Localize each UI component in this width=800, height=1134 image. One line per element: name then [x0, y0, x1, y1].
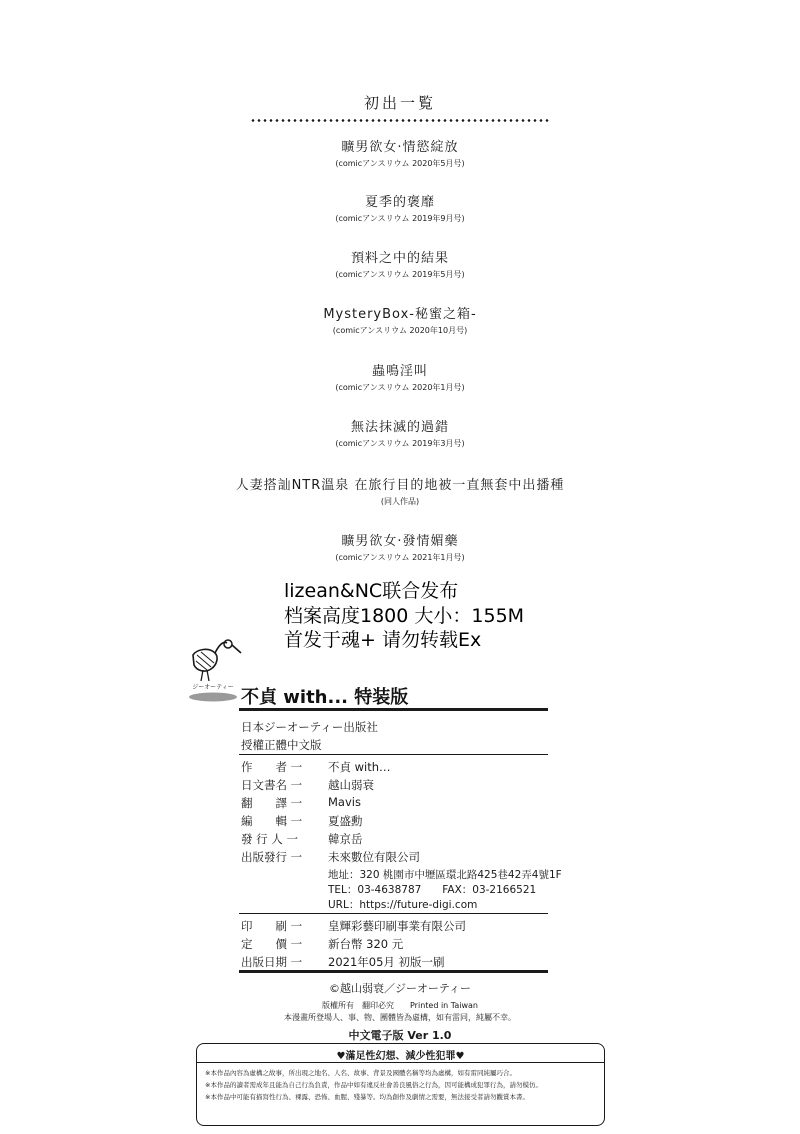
notice-divider: [197, 1062, 604, 1063]
work-source: (comicアンスリウム 2019年5月号): [335, 270, 465, 279]
credit-label: 作 者 一: [241, 760, 303, 774]
work-title: MysteryBox-秘蜜之箱-: [323, 307, 477, 322]
watermark-line: lizean&NC联合发布: [284, 580, 459, 602]
notice-line: ※本作品的讀者需成年且能為自己行為負責，作品中如有違反社會善良風俗之行為，因可能構成犯罪行為，請勿模仿。: [205, 1081, 542, 1089]
credit-label: 出版發行 一: [241, 850, 303, 864]
edition-label: 中文電子版 Ver 1.0: [348, 1029, 452, 1042]
work-entry: [0, 474, 800, 507]
credit-value: 未來數位有限公司: [328, 850, 420, 864]
work-entry: [0, 303, 800, 336]
work-source: (comicアンスリウム 2021年1月号): [335, 553, 465, 562]
work-title: 預料之中的結果: [350, 251, 449, 266]
credit-label: 日文書名 一: [241, 778, 303, 792]
work-entry: [0, 191, 800, 224]
work-entry: [0, 416, 800, 449]
disclaimer-line: 本漫畫所登場人、事、物、團體皆為虛構，如有雷同，純屬不幸。: [284, 1013, 516, 1022]
copyright-line: ©越山弱衰／ジーオーティー: [329, 982, 471, 995]
print-value: 新台幣 320 元: [328, 937, 404, 951]
publisher-name: 日本ジーオーティー出版社: [241, 720, 378, 734]
dotted-divider: [250, 119, 550, 122]
work-entry: [0, 136, 800, 169]
print-value: 皇輝彩藝印刷事業有限公司: [328, 919, 466, 933]
title-rule: [239, 708, 548, 711]
first-appearance-header: 初出一覧: [363, 94, 436, 112]
notice-line: ※本作品中可能有描寫性行為、裸露、恐怖、血腥、殘暴等。均為創作及劇情之需要，無法接受者請勿觀賞本書。: [205, 1093, 529, 1101]
credit-label: 編 輯 一: [241, 814, 303, 828]
work-title: 曠男欲女·情慾綻放: [341, 140, 459, 155]
work-title: 無法抹滅的過錯: [350, 420, 449, 435]
print-label: 印 刷 一: [241, 919, 303, 933]
work-source: (comicアンスリウム 2019年3月号): [335, 439, 465, 448]
work-entry: [0, 360, 800, 393]
work-source: (comicアンスリウム 2020年10月号): [332, 326, 468, 335]
work-title: 蟲鳴淫叫: [371, 364, 428, 379]
work-title: 人妻搭訕NTR溫泉 在旅行目的地被一直無套中出播種: [235, 478, 565, 493]
credit-label: 發 行 人 一: [241, 832, 298, 846]
divider: [239, 913, 548, 914]
work-source: (comicアンスリウム 2019年9月号): [335, 214, 465, 223]
credit-value: 韓京岳: [328, 832, 363, 846]
logo-text: ジーオーティー: [192, 684, 234, 691]
work-source: (comicアンスリウム 2020年5月号): [335, 159, 465, 168]
print-label: 定 價 一: [241, 937, 303, 951]
publisher-bird-logo: [183, 633, 243, 705]
notice-line: ※本作品內容為虛構之故事，所出現之地名、人名、故事、背景及國體名稱等均為虛構，如有雷同純屬巧合。: [205, 1069, 516, 1077]
url-line: URL：https://future-digi.com: [328, 899, 478, 911]
work-title: 曠男欲女·發情媚藥: [341, 534, 459, 549]
divider: [239, 754, 548, 755]
watermark-line: 首发于魂+ 请勿转载Ex: [284, 629, 482, 651]
work-title: 夏季的褒靡: [364, 195, 435, 210]
work-source: (comicアンスリウム 2020年1月号): [335, 383, 465, 392]
address-line: 地址：320 桃園市中壢區環北路425巷42弄4號1F: [328, 869, 562, 881]
watermark-line: 档案高度1800 大小：155M: [284, 605, 525, 627]
license-note: 授權正體中文版: [241, 738, 322, 752]
credit-value: 夏盛勳: [328, 814, 363, 828]
credit-value: 不貞 with…: [328, 760, 391, 774]
bottom-rule: [239, 970, 548, 973]
rights-line: 版權所有 翻印必究 Printed in Taiwan: [322, 1001, 478, 1010]
notice-box: [196, 1043, 605, 1126]
work-entry: [0, 530, 800, 563]
book-title: 不貞 with... 特装版: [241, 687, 409, 708]
print-value: 2021年05月 初版一刷: [328, 955, 445, 969]
notice-title: ♥滿足性幻想、減少性犯罪♥: [336, 1051, 465, 1062]
work-entry: [0, 247, 800, 280]
phone-fax-line: TEL：03-4638787 FAX：03-2166521: [328, 884, 537, 896]
credit-label: 翻 譯 一: [241, 796, 303, 810]
credit-value: 越山弱衰: [328, 778, 374, 792]
work-source: (同人作品): [380, 497, 420, 506]
print-label: 出版日期 一: [241, 955, 303, 969]
credit-value: Mavis: [328, 795, 361, 809]
